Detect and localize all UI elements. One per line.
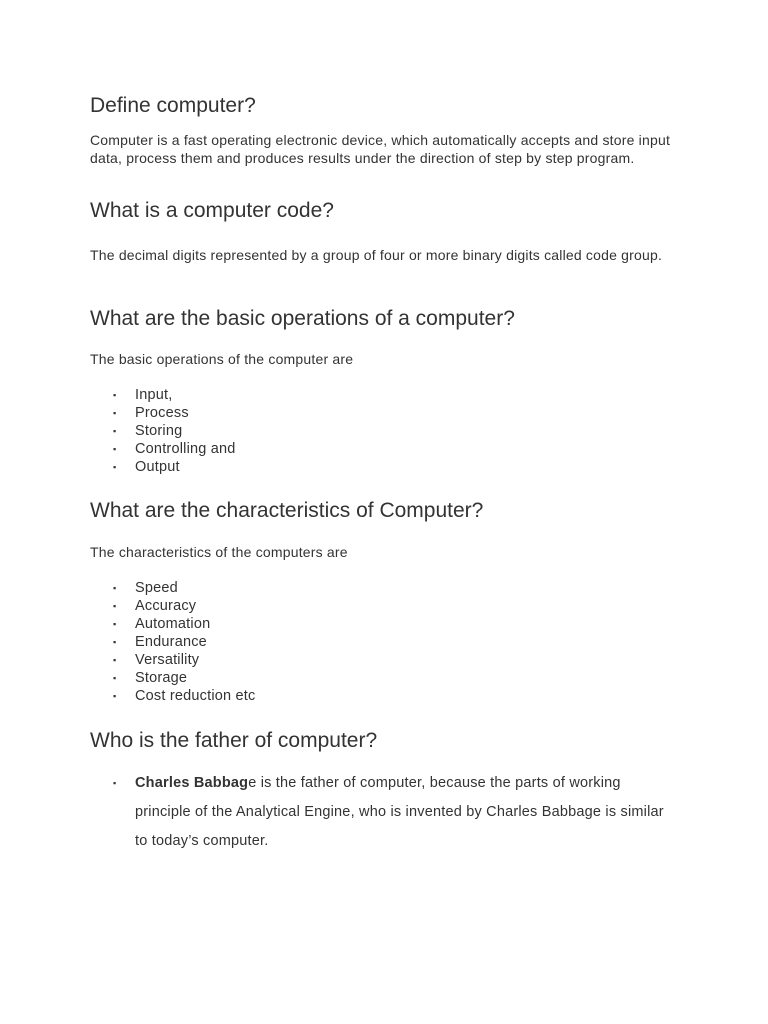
list-item: ▪ Storing — [113, 423, 183, 439]
bullet-icon: ▪ — [113, 673, 117, 683]
list-item: ▪ Versatility — [113, 652, 200, 668]
bullet-icon: ▪ — [113, 601, 117, 611]
list-item: ▪ Controlling and — [113, 441, 236, 457]
bold-name: Charles Babbag — [135, 775, 249, 791]
bullet-icon: ▪ — [113, 462, 117, 472]
heading-define-computer: Define computer? — [90, 94, 256, 117]
list-characteristics — [90, 579, 690, 705]
paragraph-basic-operations: The basic operations of the computer are — [90, 351, 354, 367]
list-item: ▪ Endurance — [113, 634, 207, 650]
list-item: ▪ Accuracy — [113, 598, 197, 614]
heading-characteristics: What are the characteristics of Computer? — [90, 499, 484, 522]
list-item: ▪ Process — [113, 405, 189, 421]
bullet-icon: ▪ — [113, 426, 117, 436]
bullet-icon: ▪ — [113, 444, 117, 454]
list-item: ▪ Cost reduction etc — [113, 688, 256, 704]
list-item: ▪ Storage — [113, 670, 188, 686]
list-item: ▪ Input, — [113, 387, 173, 403]
bullet-icon: ▪ — [113, 778, 117, 788]
list-basic-operations — [90, 386, 690, 476]
list-father-of-computer — [90, 769, 680, 856]
list-item — [90, 769, 680, 856]
heading-father-of-computer: Who is the father of computer? — [90, 729, 378, 752]
list-item: ▪ Speed — [113, 580, 178, 596]
bullet-icon: ▪ — [113, 691, 117, 701]
heading-computer-code: What is a computer code? — [90, 199, 334, 222]
bullet-icon: ▪ — [113, 619, 117, 629]
bullet-icon: ▪ — [113, 637, 117, 647]
answer-text: e is the father of computer, because the parts of working principle of the Analytical Engine, who is invented by Charles Babbage is similar to today’s computer. — [135, 775, 664, 849]
paragraph-computer-code: The decimal digits represented by a group of four or more binary digits called code group. — [90, 247, 663, 263]
list-item: ▪ Automation — [113, 616, 211, 632]
bullet-icon: ▪ — [113, 408, 117, 418]
bullet-icon: ▪ — [113, 655, 117, 665]
paragraph-characteristics: The characteristics of the computers are — [90, 544, 348, 560]
heading-basic-operations: What are the basic operations of a computer? — [90, 307, 515, 330]
paragraph-define-computer: Computer is a fast operating electronic device, which automatically accepts and store input data, process them and produces results under the direction of step by step program. — [90, 132, 671, 166]
bullet-icon: ▪ — [113, 390, 117, 400]
list-item: ▪ Output — [113, 459, 180, 475]
bullet-icon: ▪ — [113, 583, 117, 593]
